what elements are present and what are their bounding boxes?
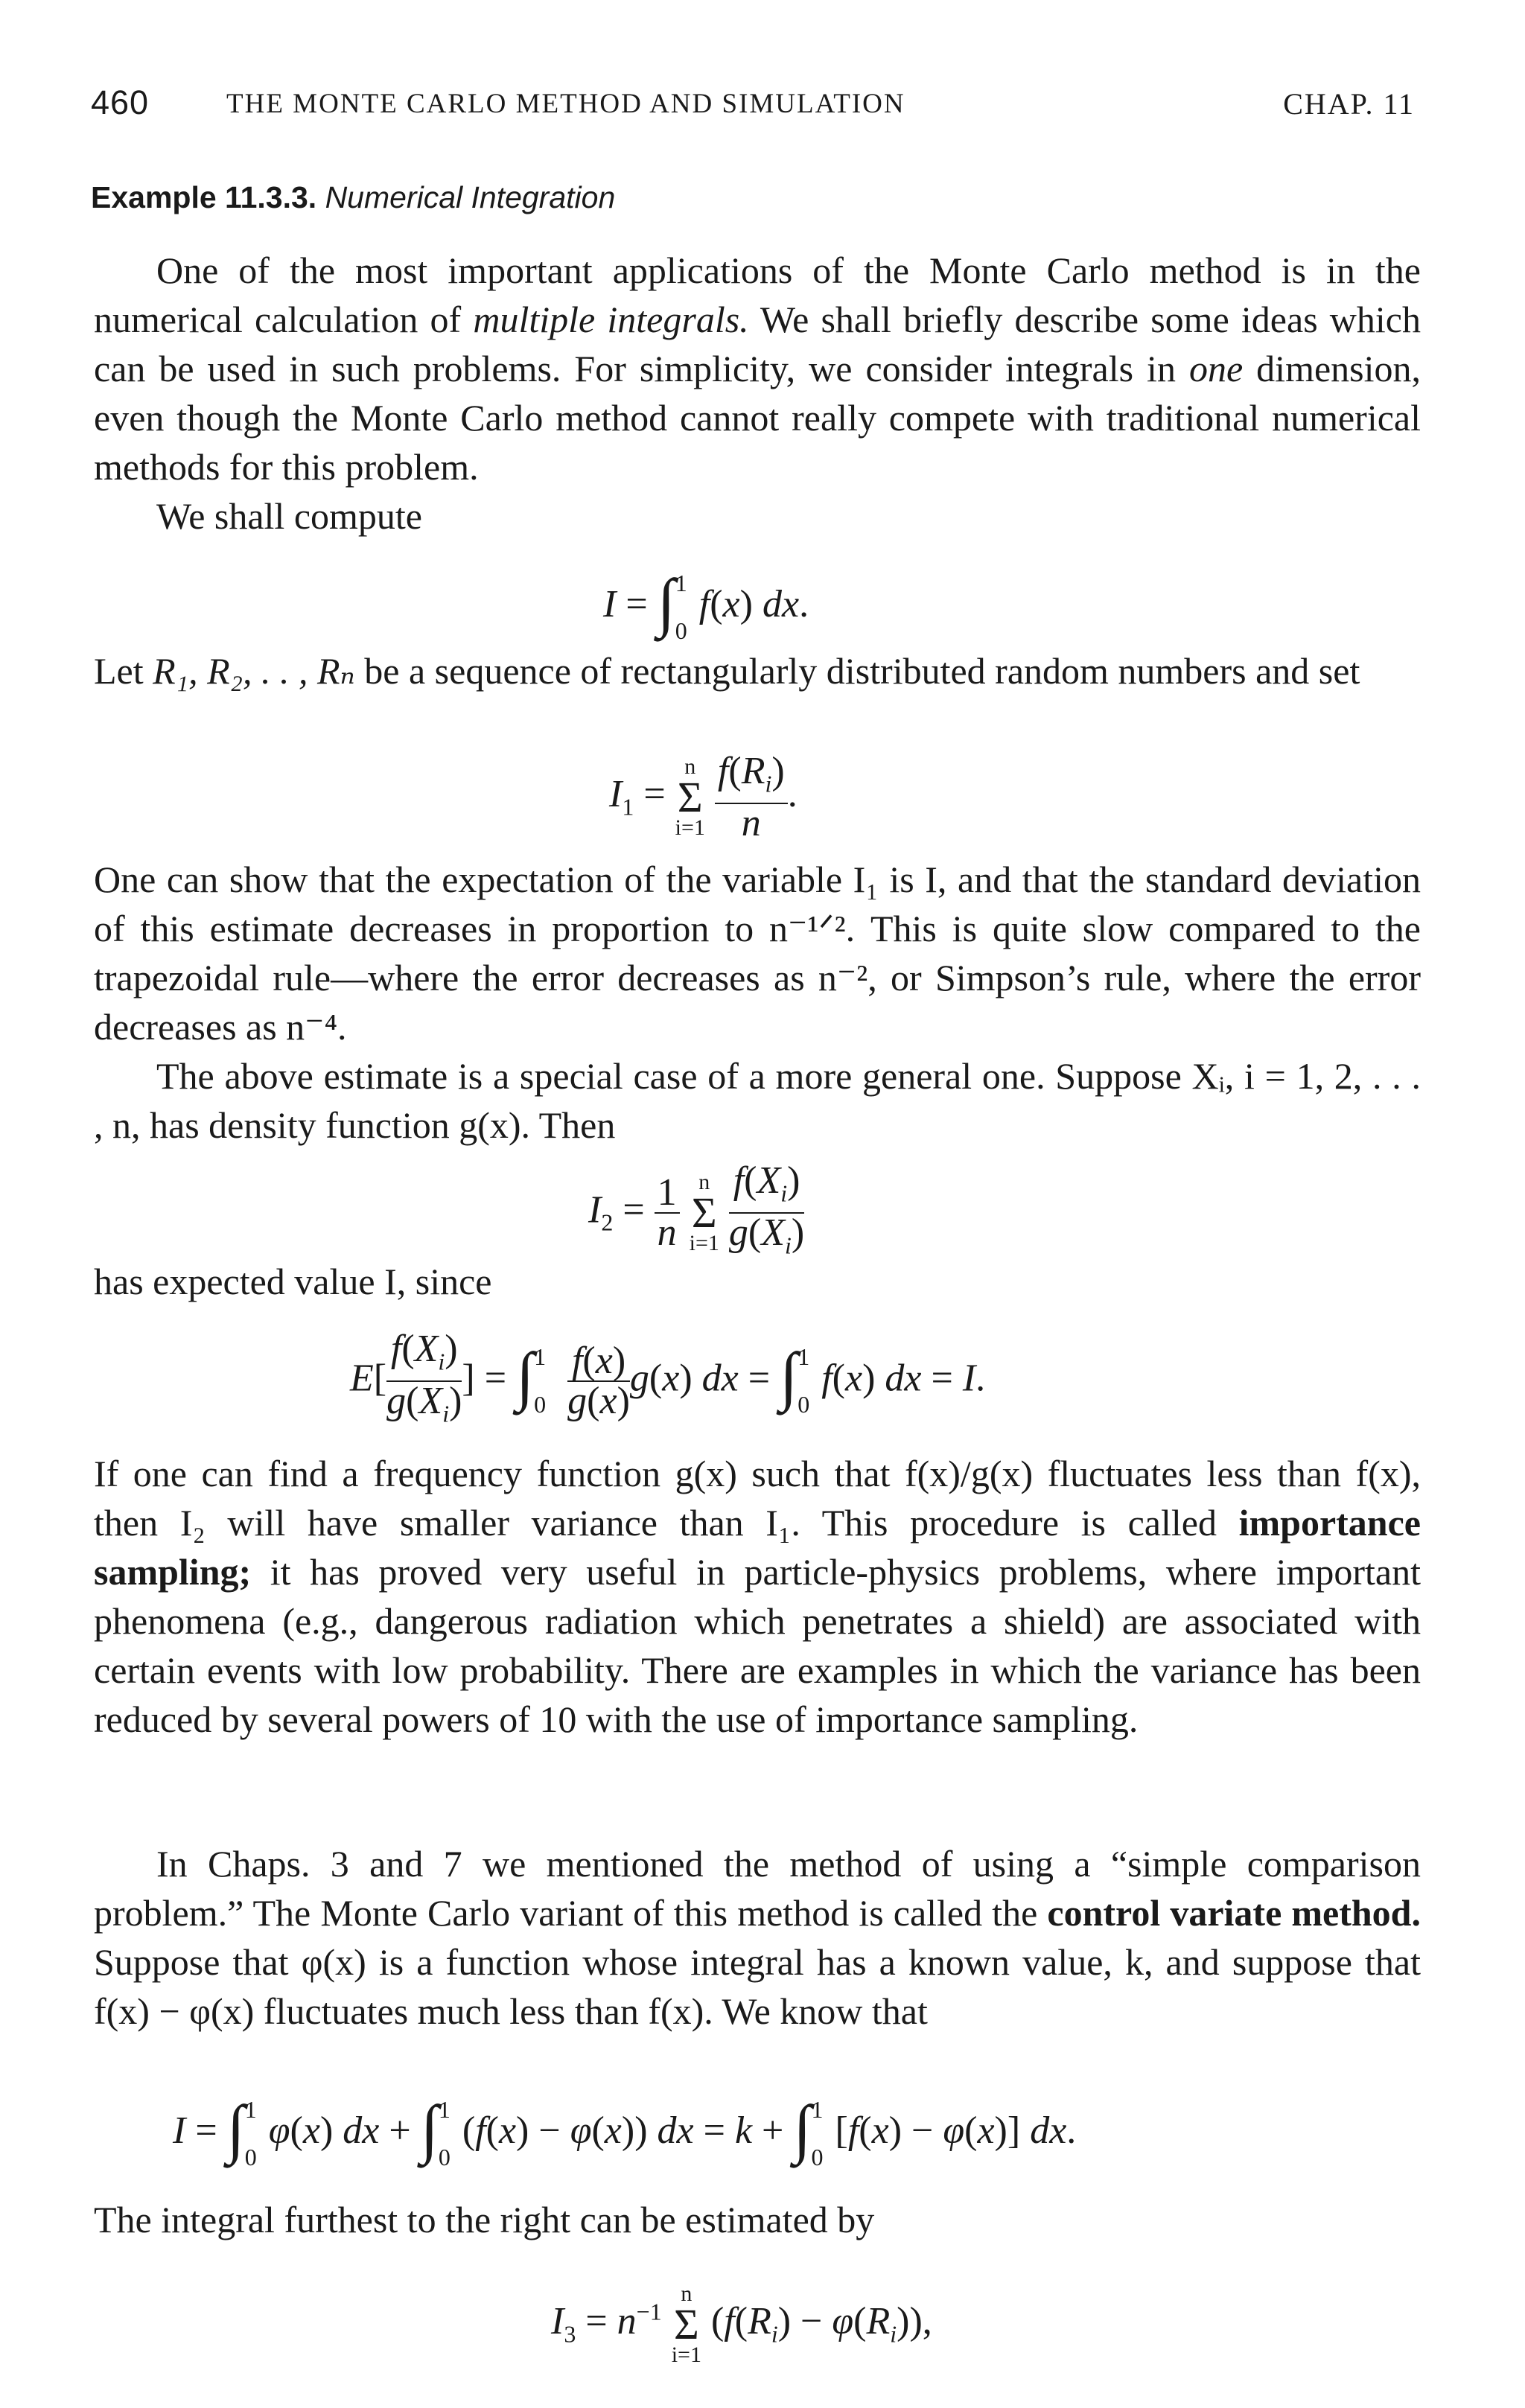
paragraph-6 xyxy=(94,1257,1421,1306)
running-head xyxy=(91,83,1415,122)
paragraph-2: We shall compute xyxy=(156,495,422,537)
paragraph-5: The above estimate is a special case of a more general one. Suppose Xᵢ, i = 1, 2, . . . , n, has density function g(x). Then xyxy=(94,1055,1421,1146)
p1-emphasis: multiple integrals. xyxy=(473,299,749,340)
p1-emphasis-2: one xyxy=(1188,348,1244,389)
equation-I2: $I_2$ = $\frac{1}{n}$ n Σ i=1 $\frac{f(X_i)}{g(X_i)}$ xyxy=(588,1159,805,1259)
example-number: Example 11.3.3. xyxy=(91,180,317,214)
p9-text: The integral furthest to the right can be estimated by xyxy=(94,2199,875,2240)
page-number: 460 xyxy=(91,83,150,121)
equation-expectation: E[ $\frac{f(X_i)}{g(X_i)}$ ] = $\int_0^1$ $\frac{f(x)}{g(x)}$ g(x) dx = $\int_0^1$ f(x) dx = I. xyxy=(350,1328,986,1427)
p1-text-c: dimension, even though the Monte Carlo method cannot really compete with traditional numerical methods for this problem. xyxy=(94,348,1421,488)
paragraph-7 xyxy=(94,1449,1421,1744)
p1-text-b: We shall briefly describe some ideas which can be used in such problems. For simplicity, we consider integrals in xyxy=(94,299,1421,389)
p1-text-a: One of the most important applications of the Monte Carlo method is in the numerical calculation of xyxy=(94,249,1421,340)
running-title: THE MONTE CARLO METHOD AND SIMULATION xyxy=(226,89,905,119)
chapter-label: CHAP. 11 xyxy=(1283,87,1415,121)
p7-text-a: If one can find a frequency function g(x) such that f(x)/g(x) fluctuates less than f(x), then I₂ will have smaller variance than I₁. This procedure is called xyxy=(94,1453,1421,1544)
p6-text: has expected value I, since xyxy=(94,1261,492,1302)
example-heading xyxy=(91,180,615,215)
p8-text-a: In Chaps. 3 and 7 we mentioned the method of using a “simple comparison problem.” The Monte Carlo variant of this method is called the xyxy=(94,1843,1421,1934)
paragraph-9 xyxy=(94,2195,1421,2244)
p3-text-b: be a sequence of rectangularly distributed random numbers and set xyxy=(354,650,1360,692)
equation-integral-I: $I = \int_0^1$ f(x) dx. xyxy=(603,567,809,644)
paragraph-8 xyxy=(94,1839,1421,2036)
p7-text-b: it has proved very useful in particle-physics problems, where important phenomena (e.g., dangerous radiation which penetrates a shield) are associated with certain events with low probability. There are examples in which the variance has been reduced by several powers of 10 with the use of importance sampling. xyxy=(94,1551,1421,1740)
term-control-variate: control variate method. xyxy=(1047,1892,1421,1934)
p8-text-b: Suppose that φ(x) is a function whose integral has a known value, k, and suppose that f(x) − φ(x) fluctuates much less than f(x). We know that xyxy=(94,1941,1421,2032)
equation-control-variate: $I = \int_0^1$ φ(x) dx + $\int_0^1$ (f(x) − φ(x)) dx = $k + \int_0^1$ [f(x) − φ(x)] dx. xyxy=(173,2093,1077,2170)
p3-text-a: Let xyxy=(94,650,153,692)
random-sequence: R₁, R₂, . . , Rₙ xyxy=(153,650,355,692)
example-title: Numerical Integration xyxy=(325,180,616,214)
paragraph-1 xyxy=(94,246,1421,541)
term-importance-sampling: importance sampling; xyxy=(94,1502,1421,1593)
paragraph-4 xyxy=(94,855,1421,1150)
equation-I1: $I_1 = n$ Σ i=1 $\frac{f(R_i)}{n}$ . xyxy=(609,750,797,845)
equation-I3: $I_3 = n^{-1}$ n Σ i=1 $(f(R_i) - \varphi(R_i))$, xyxy=(551,2281,932,2367)
paragraph-3 xyxy=(94,646,1421,695)
p4-text: One can show that the expectation of the variable I₁ is I, and that the standard deviation of this estimate decreases in proportion to n⁻¹ᐟ². This is quite slow compared to the trapezoidal rule—where the error decreases as n⁻², or Simpson’s rule, where the error decreases as n⁻⁴. xyxy=(94,859,1421,1048)
